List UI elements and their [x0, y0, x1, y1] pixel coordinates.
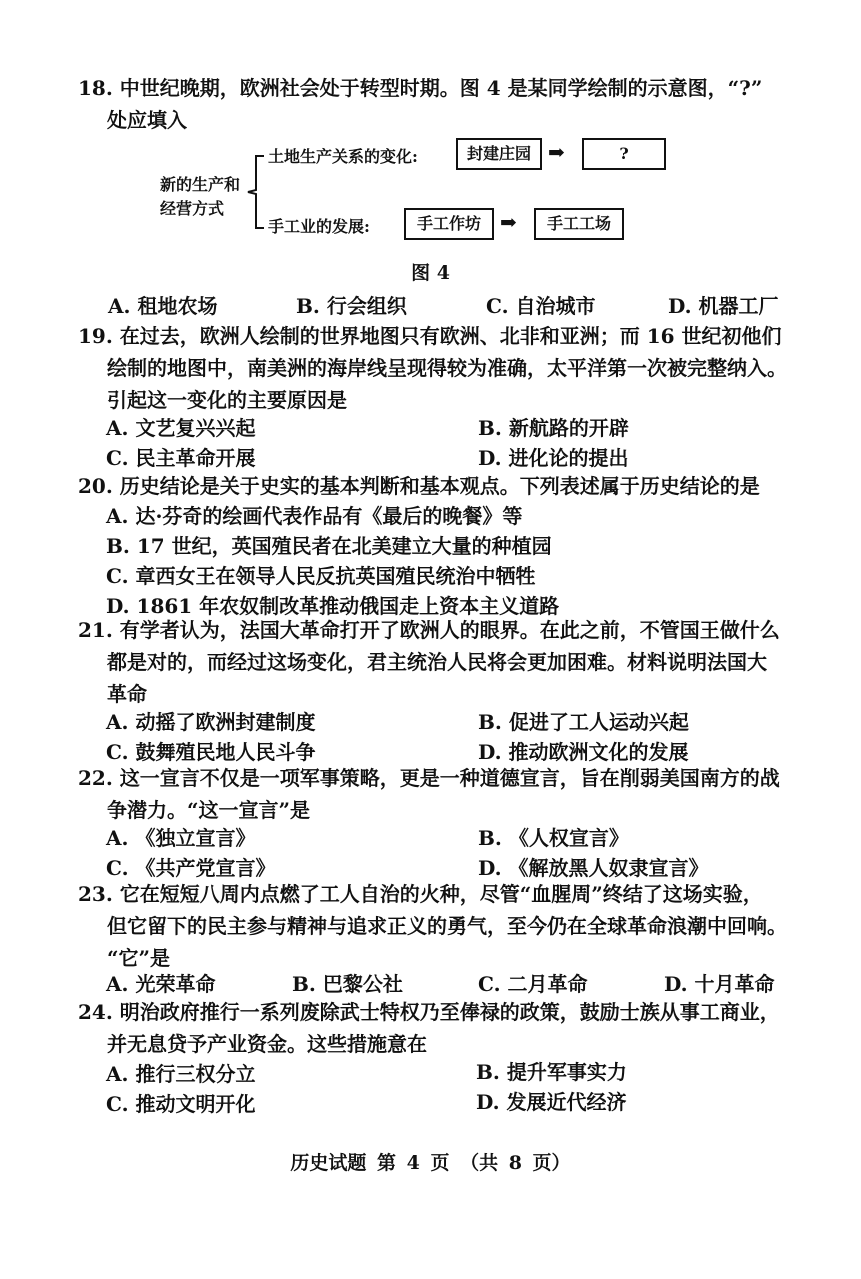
- figure-caption: 图 4: [411, 262, 450, 284]
- q19-option-c: C. 民主革命开展: [106, 446, 256, 470]
- question-22: [78, 762, 818, 826]
- q21-stem-line3: 革命: [107, 682, 147, 706]
- q19-option-d: D. 进化论的提出: [478, 446, 629, 470]
- q22-stem-line1: 22. 这一宣言不仅是一项军事策略，更是一种道德宣言，旨在削弱美国南方的战: [78, 766, 780, 790]
- q24-stem-line2: 并无息贷予产业资金。这些措施意在: [107, 1032, 427, 1056]
- diagram-box-feudal-manor: 封建庄园: [456, 138, 542, 170]
- page-footer: 历史试题 第 4 页 （共 8 页）: [290, 1152, 571, 1174]
- q20-stem-line1: 20. 历史结论是关于史实的基本判断和基本观点。下列表述属于历史结论的是: [78, 474, 760, 498]
- question-19: [78, 320, 818, 416]
- diagram-branch1-label: 土地生产关系的变化:: [268, 147, 418, 166]
- q24-stem-line1: 24. 明治政府推行一系列废除武士特权乃至俸禄的政策，鼓励士族从事工商业，: [78, 1000, 780, 1024]
- q22-option-c: C. 《共产党宣言》: [106, 856, 276, 880]
- q19-stem-line1: 19. 在过去，欧洲人绘制的世界地图只有欧洲、北非和亚洲；而 16 世纪初他们: [78, 324, 782, 348]
- q19-option-b: B. 新航路的开辟: [478, 416, 629, 440]
- q18-option-a: A. 租地农场: [108, 294, 218, 318]
- q18-stem-line2: 处应填入: [107, 108, 187, 132]
- q23-option-a: A. 光荣革命: [106, 972, 216, 996]
- q23-stem-line1: 23. 它在短短八周内点燃了工人自治的火种，尽管“血腥周”终结了这场实验，: [78, 882, 763, 906]
- diagram-arrow-1: ➡: [548, 140, 565, 164]
- q19-option-a: A. 文艺复兴兴起: [106, 416, 256, 440]
- question-21: [78, 614, 818, 710]
- question-23: [78, 878, 818, 974]
- q23-option-b: B. 巴黎公社: [292, 972, 403, 996]
- diagram-box-manufactory: 手工工场: [534, 208, 624, 240]
- q18-option-d: D. 机器工厂: [668, 294, 779, 318]
- q23-option-d: D. 十月革命: [664, 972, 775, 996]
- q20-option-b: B. 17 世纪，英国殖民者在北美建立大量的种植园: [106, 534, 552, 558]
- q22-option-d: D. 《解放黑人奴隶宣言》: [478, 856, 709, 880]
- q21-option-c: C. 鼓舞殖民地人民斗争: [106, 740, 316, 764]
- q18-stem-line1: 18. 中世纪晚期，欧洲社会处于转型时期。图 4 是某同学绘制的示意图，“?”: [78, 76, 763, 100]
- diagram-root-line2: 经营方式: [160, 199, 225, 218]
- diagram-root-line1: 新的生产和: [160, 175, 241, 194]
- q21-option-a: A. 动摇了欧洲封建制度: [106, 710, 316, 734]
- q22-option-a: A. 《独立宣言》: [106, 826, 256, 850]
- q23-stem-line3: “它”是: [107, 946, 171, 970]
- q22-stem-line2: 争潜力。“这一宣言”是: [107, 798, 311, 822]
- question-18: [78, 72, 818, 136]
- question-20: [78, 470, 818, 502]
- q22-option-b: B. 《人权宣言》: [478, 826, 629, 850]
- q20-option-d: D. 1861 年农奴制改革推动俄国走上资本主义道路: [106, 594, 560, 618]
- q23-option-c: C. 二月革命: [478, 972, 588, 996]
- q21-stem-line1: 21. 有学者认为，法国大革命打开了欧洲人的眼界。在此之前，不管国王做什么: [78, 618, 780, 642]
- q24-option-a: A. 推行三权分立: [106, 1062, 256, 1086]
- q18-option-c: C. 自治城市: [486, 294, 596, 318]
- q18-option-b: B. 行会组织: [296, 294, 407, 318]
- diagram-arrow-2: ➡: [500, 210, 517, 234]
- diagram-brace: [246, 154, 266, 230]
- q21-option-d: D. 推动欧洲文化的发展: [478, 740, 689, 764]
- q21-stem-line2: 都是对的，而经过这场变化，君主统治人民将会更加困难。材料说明法国大: [107, 650, 767, 674]
- q24-option-d: D. 发展近代经济: [476, 1090, 627, 1114]
- diagram-branch2-label: 手工业的发展:: [268, 217, 370, 236]
- q24-option-b: B. 提升军事实力: [476, 1060, 627, 1084]
- q20-option-a: A. 达·芬奇的绘画代表作品有《最后的晚餐》等: [106, 504, 523, 528]
- q21-option-b: B. 促进了工人运动兴起: [478, 710, 689, 734]
- q20-option-c: C. 章西女王在领导人民反抗英国殖民统治中牺牲: [106, 564, 536, 588]
- question-24: [78, 996, 818, 1060]
- q24-option-c: C. 推动文明开化: [106, 1092, 256, 1116]
- q23-stem-line2: 但它留下的民主参与精神与追求正义的勇气，至今仍在全球革命浪潮中回响。: [107, 914, 787, 938]
- q19-stem-line2: 绘制的地图中，南美洲的海岸线呈现得较为准确，太平洋第一次被完整纳入。: [107, 356, 787, 380]
- diagram-box-unknown: ?: [582, 138, 666, 170]
- q19-stem-line3: 引起这一变化的主要原因是: [107, 388, 347, 412]
- figure-4-diagram: [150, 132, 680, 250]
- diagram-box-workshop: 手工作坊: [404, 208, 494, 240]
